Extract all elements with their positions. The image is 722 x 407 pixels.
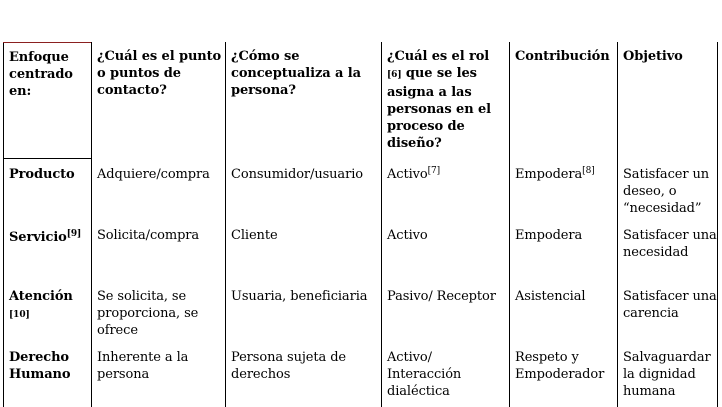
cell-objective: Salvaguardar la dignidad humana	[623, 350, 711, 399]
cell-objective: Satisfacer una carencia	[623, 289, 717, 321]
column-divider	[617, 42, 618, 407]
cell-contribution: Empodera	[515, 228, 583, 243]
row-label-servicio	[9, 229, 89, 246]
header-role	[387, 48, 505, 152]
header-role-text-a: ¿Cuál es el rol	[387, 49, 490, 64]
cell-objective: Satisfacer un deseo, o “necesidad”	[623, 167, 710, 216]
role-footnote-link[interactable]: [7]	[427, 166, 441, 176]
cell-role-text: Activo	[387, 167, 428, 182]
cell-contact: Solicita/compra	[97, 228, 200, 243]
cell-contact: Inherente a la persona	[97, 350, 189, 382]
cell-contact: Adquiere/compra	[97, 167, 210, 182]
header-focus: Enfoque centrado en:	[9, 50, 73, 99]
column-divider	[381, 42, 382, 407]
header-role-footnote: [6]	[387, 70, 402, 80]
row-label-text: Atención	[9, 289, 73, 304]
header-objective: Objetivo	[623, 49, 683, 64]
header-role-text-b: que se les asigna a las personas en el proceso de diseño?	[387, 66, 491, 151]
cell-role: Activo/ Interacción dialéctica	[387, 350, 462, 399]
header-person-concept: ¿Cómo se conceptualiza a la persona?	[231, 49, 361, 98]
cell-objective: Satisfacer una necesidad	[623, 228, 717, 260]
cell-concept: Persona sujeta de derechos	[231, 350, 347, 382]
header-contribution: Contribución	[515, 49, 610, 64]
cell-contribution	[515, 166, 615, 183]
cell-contribution: Asistencial	[515, 289, 586, 304]
header-contact-points: ¿Cuál es el punto o puntos de contacto?	[97, 49, 222, 98]
cell-concept: Consumidor/usuario	[231, 167, 363, 182]
table-border-left	[3, 42, 4, 407]
cell-role: Pasivo/ Receptor	[387, 289, 496, 304]
column-divider	[509, 42, 510, 407]
row-label-producto: Producto	[9, 167, 75, 182]
table-border-top	[3, 42, 91, 43]
cell-contact: Se solicita, se proporciona, se ofrece	[97, 289, 199, 338]
contribution-footnote-link[interactable]: [8]	[582, 166, 595, 176]
row-label-atencion	[9, 288, 89, 324]
cell-concept: Cliente	[231, 228, 278, 243]
row-label-derecho-humano: Derecho Humano	[9, 350, 71, 382]
header-row-divider	[3, 158, 91, 159]
column-divider	[225, 42, 226, 407]
atencion-footnote-link[interactable]: [10]	[9, 310, 30, 320]
cell-contribution: Respeto y Empoderador	[515, 350, 605, 382]
table-border-right	[717, 42, 718, 407]
cell-role	[387, 166, 505, 183]
cell-role: Activo	[387, 228, 428, 243]
cell-concept: Usuaria, beneficiaria	[231, 289, 368, 304]
servicio-footnote-link[interactable]: [9]	[66, 229, 82, 239]
column-divider	[91, 42, 92, 407]
row-label-text: Servicio	[9, 230, 67, 245]
cell-contribution-text: Empodera	[515, 167, 583, 182]
